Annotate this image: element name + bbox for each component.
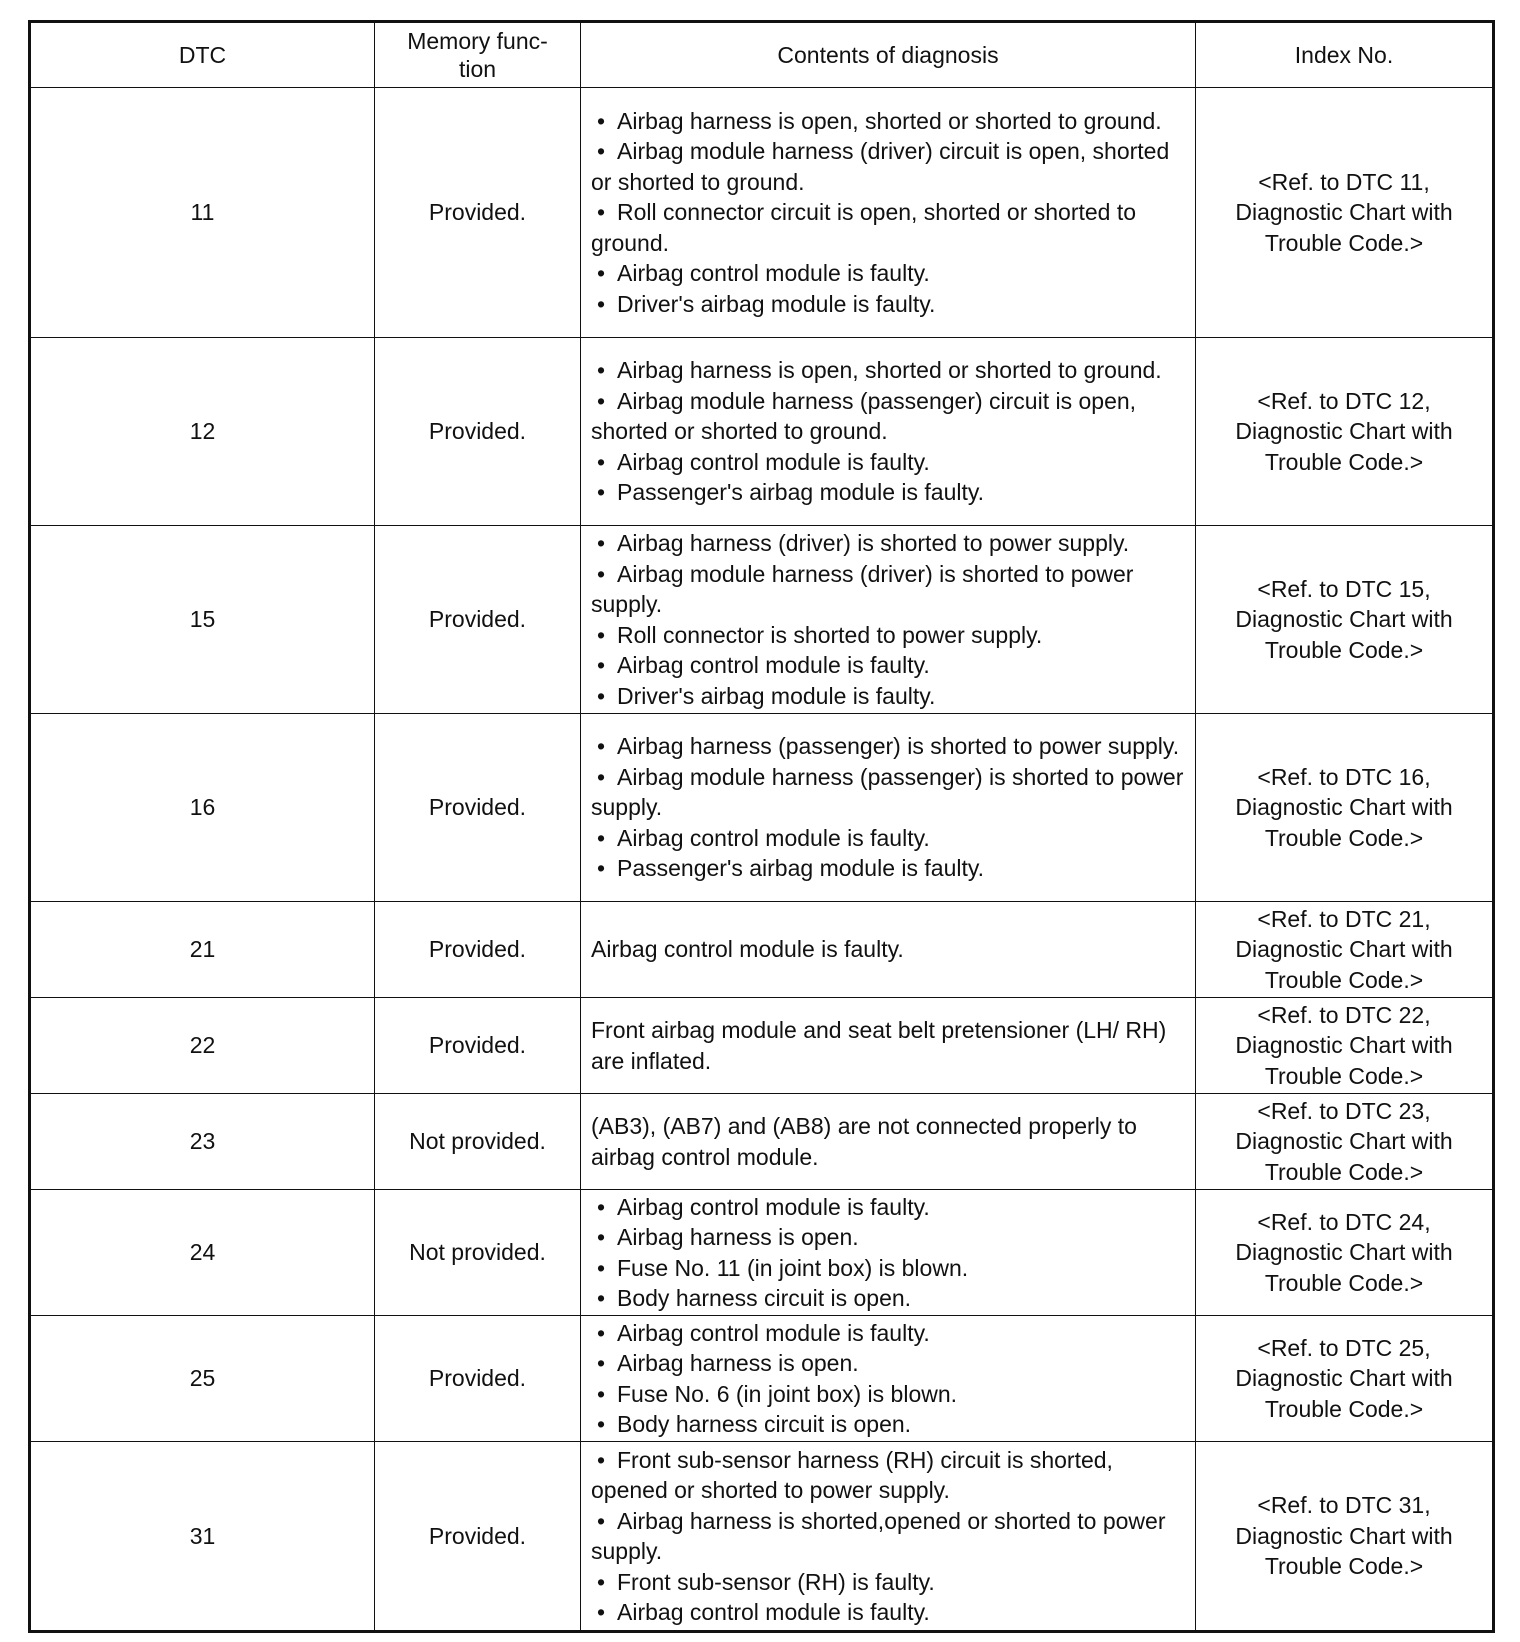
diagnosis-item: [591, 1379, 1185, 1410]
diagnosis-item-text: Roll connector is shorted to power supply.: [617, 621, 1043, 648]
diagnosis-item: [591, 258, 1185, 289]
table-row: [30, 1316, 1494, 1442]
diagnosis-contents: [581, 1316, 1196, 1442]
diagnosis-contents: [581, 1094, 1196, 1190]
diagnosis-item-text: Body harness circuit is open.: [617, 1285, 912, 1311]
header-contents: Contents of diagnosis: [581, 22, 1196, 88]
index-reference: <Ref. to DTC 12, Diagnostic Chart with Trouble Code.>: [1196, 338, 1494, 526]
diagnosis-contents: [581, 338, 1196, 526]
bullet-icon: •: [597, 1507, 606, 1534]
dtc-code: 25: [30, 1316, 375, 1442]
diagnosis-item-text: Airbag harness is open.: [617, 1350, 859, 1376]
diagnosis-item-text: Airbag module harness (passenger) is shorted to power supply.: [591, 763, 1184, 821]
diagnosis-item: [591, 1597, 1185, 1628]
bullet-icon: •: [597, 560, 606, 587]
diagnosis-item-text: Airbag module harness (passenger) circuit is open, shorted or shorted to ground.: [591, 387, 1137, 445]
memory-function: Provided.: [375, 338, 581, 526]
diagnosis-item-text: Passenger's airbag module is faulty.: [617, 855, 985, 882]
memory-function: Provided.: [375, 998, 581, 1094]
diagnosis-item-text: Front sub-sensor harness (RH) circuit is shorted, opened or shorted to power supply.: [591, 1446, 1113, 1503]
bullet-icon: •: [597, 479, 606, 506]
diagnosis-item: [591, 477, 1185, 508]
diagnosis-item: [591, 681, 1185, 712]
bullet-icon: •: [597, 448, 606, 475]
index-reference: <Ref. to DTC 11, Diagnostic Chart with Trouble Code.>: [1196, 88, 1494, 338]
diagnosis-contents: [581, 998, 1196, 1094]
diagnosis-item-text: Airbag harness (passenger) is shorted to power supply.: [617, 733, 1180, 760]
diagnosis-item: [591, 1348, 1185, 1379]
bullet-icon: •: [597, 1411, 606, 1437]
diagnosis-contents: [581, 1190, 1196, 1316]
header-index: Index No.: [1196, 22, 1494, 88]
header-row: [30, 22, 1494, 88]
index-reference: <Ref. to DTC 22, Diagnostic Chart with Trouble Code.>: [1196, 998, 1494, 1094]
dtc-code: 16: [30, 714, 375, 902]
diagnosis-item: [591, 1506, 1185, 1567]
memory-function: Provided.: [375, 526, 581, 714]
diagnosis-item-text: Airbag harness is open, shorted or shorted to ground.: [617, 357, 1162, 384]
diagnosis-item-text: Airbag control module is faulty.: [617, 1319, 930, 1346]
diagnosis-item-text: Airbag harness (driver) is shorted to power supply.: [617, 530, 1130, 556]
diagnosis-item-text: Airbag control module is faulty.: [617, 260, 930, 287]
diagnosis-item-text: Airbag harness is shorted,opened or shorted to power supply.: [591, 1507, 1166, 1564]
bullet-icon: •: [597, 1446, 606, 1473]
diagnosis-contents: [581, 714, 1196, 902]
table-row: [30, 1442, 1494, 1632]
diagnosis-item-text: Airbag harness is open.: [617, 1224, 859, 1250]
dtc-code: 24: [30, 1190, 375, 1316]
index-reference: <Ref. to DTC 25, Diagnostic Chart with Trouble Code.>: [1196, 1316, 1494, 1442]
bullet-icon: •: [597, 107, 606, 134]
table-row: [30, 1094, 1494, 1190]
bullet-icon: •: [597, 530, 606, 556]
diagnosis-item: [591, 1253, 1185, 1284]
bullet-icon: •: [597, 1224, 606, 1250]
diagnosis-item: [591, 620, 1185, 651]
diagnosis-item: [591, 559, 1185, 620]
diagnosis-contents: [581, 526, 1196, 714]
diagnosis-item-text: Driver's airbag module is faulty.: [617, 290, 936, 317]
diagnosis-item: [591, 731, 1185, 762]
table-body: [30, 88, 1494, 1632]
bullet-icon: •: [597, 1599, 606, 1625]
diagnosis-item-text: Airbag module harness (driver) circuit is open, shorted or shorted to ground.: [591, 138, 1170, 195]
memory-function: Provided.: [375, 1316, 581, 1442]
bullet-icon: •: [597, 733, 606, 760]
bullet-icon: •: [597, 1254, 606, 1281]
diagnosis-item: [591, 1318, 1185, 1349]
diagnosis-item-text: Airbag control module is faulty.: [617, 1599, 930, 1625]
diagnosis-contents: [581, 88, 1196, 338]
diagnosis-contents: [581, 1442, 1196, 1632]
bullet-icon: •: [597, 621, 606, 648]
bullet-icon: •: [597, 1350, 606, 1376]
memory-function: Provided.: [375, 714, 581, 902]
table-row: [30, 902, 1494, 998]
dtc-code: 22: [30, 998, 375, 1094]
dtc-code: 21: [30, 902, 375, 998]
diagnosis-item: [591, 650, 1185, 681]
bullet-icon: •: [597, 199, 606, 226]
diagnosis-item: [591, 1222, 1185, 1253]
diagnosis-item-text: Fuse No. 11 (in joint box) is blown.: [617, 1254, 969, 1281]
dtc-code: 12: [30, 338, 375, 526]
table-row: [30, 88, 1494, 338]
bullet-icon: •: [597, 1568, 606, 1595]
dtc-table: [28, 20, 1495, 1633]
diagnosis-item-text: Passenger's airbag module is faulty.: [617, 479, 985, 506]
diagnosis-item: [591, 853, 1185, 884]
memory-function: Provided.: [375, 1442, 581, 1632]
diagnosis-item: [591, 1409, 1185, 1440]
memory-function: Provided.: [375, 902, 581, 998]
diagnosis-item: [591, 386, 1185, 447]
diagnosis-item: [591, 762, 1185, 823]
diagnosis-text: Front airbag module and seat belt pretensioner (LH/ RH) are inflated.: [591, 1017, 1167, 1074]
diagnosis-item: [591, 197, 1185, 258]
bullet-icon: •: [597, 1319, 606, 1346]
bullet-icon: •: [597, 138, 606, 165]
diagnosis-item: [591, 1283, 1185, 1314]
diagnosis-text: Airbag control module is faulty.: [591, 936, 904, 963]
index-reference: <Ref. to DTC 15, Diagnostic Chart with Trouble Code.>: [1196, 526, 1494, 714]
diagnosis-item: [591, 106, 1185, 137]
diagnosis-item-text: Roll connector circuit is open, shorted or shorted to ground.: [591, 199, 1137, 256]
memory-function: Provided.: [375, 88, 581, 338]
diagnosis-item: [591, 528, 1185, 559]
diagnosis-text: (AB3), (AB7) and (AB8) are not connected properly to airbag control module.: [591, 1113, 1137, 1170]
diagnosis-item: [591, 447, 1185, 478]
bullet-icon: •: [597, 682, 606, 709]
table-row: [30, 998, 1494, 1094]
diagnosis-item-text: Fuse No. 6 (in joint box) is blown.: [617, 1380, 958, 1407]
dtc-code: 11: [30, 88, 375, 338]
diagnosis-contents: [581, 902, 1196, 998]
diagnosis-item: [591, 823, 1185, 854]
diagnosis-item: [591, 289, 1185, 320]
diagnosis-item-text: Airbag control module is faulty.: [617, 652, 930, 678]
index-reference: <Ref. to DTC 21, Diagnostic Chart with Trouble Code.>: [1196, 902, 1494, 998]
bullet-icon: •: [597, 387, 606, 414]
diagnosis-item: [591, 136, 1185, 197]
diagnosis-item-text: Airbag harness is open, shorted or shorted to ground.: [617, 107, 1162, 134]
bullet-icon: •: [597, 260, 606, 287]
diagnosis-item-text: Front sub-sensor (RH) is faulty.: [617, 1568, 935, 1595]
table-row: [30, 1190, 1494, 1316]
dtc-code: 31: [30, 1442, 375, 1632]
table-row: [30, 338, 1494, 526]
bullet-icon: •: [597, 824, 606, 851]
bullet-icon: •: [597, 357, 606, 384]
header-dtc: DTC: [30, 22, 375, 88]
index-reference: <Ref. to DTC 16, Diagnostic Chart with Trouble Code.>: [1196, 714, 1494, 902]
diagnosis-item: [591, 355, 1185, 386]
memory-function: Not provided.: [375, 1094, 581, 1190]
diagnosis-item: [591, 1567, 1185, 1598]
diagnosis-item-text: Airbag control module is faulty.: [617, 1193, 930, 1220]
bullet-icon: •: [597, 1193, 606, 1220]
diagnosis-item: [591, 1445, 1185, 1506]
diagnosis-item: [591, 1192, 1185, 1223]
dtc-code: 23: [30, 1094, 375, 1190]
diagnosis-item-text: Airbag control module is faulty.: [617, 448, 930, 475]
bullet-icon: •: [597, 652, 606, 678]
bullet-icon: •: [597, 763, 606, 790]
memory-function: Not provided.: [375, 1190, 581, 1316]
bullet-icon: •: [597, 1285, 606, 1311]
table-row: [30, 526, 1494, 714]
diagnosis-item-text: Airbag control module is faulty.: [617, 824, 930, 851]
dtc-code: 15: [30, 526, 375, 714]
bullet-icon: •: [597, 290, 606, 317]
bullet-icon: •: [597, 1380, 606, 1407]
diagnosis-item-text: Body harness circuit is open.: [617, 1411, 912, 1437]
table-row: [30, 714, 1494, 902]
bullet-icon: •: [597, 855, 606, 882]
header-memory: Memory func- tion: [375, 22, 581, 88]
index-reference: <Ref. to DTC 24, Diagnostic Chart with Trouble Code.>: [1196, 1190, 1494, 1316]
diagnosis-item-text: Driver's airbag module is faulty.: [617, 682, 936, 709]
index-reference: <Ref. to DTC 23, Diagnostic Chart with Trouble Code.>: [1196, 1094, 1494, 1190]
index-reference: <Ref. to DTC 31, Diagnostic Chart with Trouble Code.>: [1196, 1442, 1494, 1632]
diagnosis-item-text: Airbag module harness (driver) is shorted to power supply.: [591, 560, 1134, 617]
